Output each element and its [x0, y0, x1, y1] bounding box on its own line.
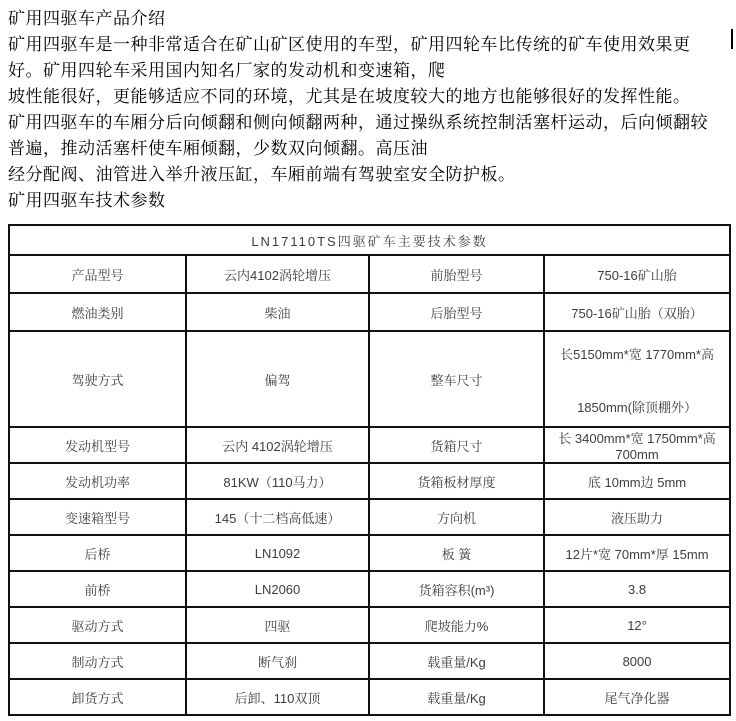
spec-key: 方向机 [369, 499, 544, 535]
intro-line-2: 好。矿用四轮车采用国内知名厂家的发动机和变速箱，爬 [8, 61, 446, 80]
spec-key: 驾驶方式 [9, 331, 186, 427]
spec-key: 板 簧 [369, 535, 544, 571]
spec-value: 145（十二档高低速） [186, 499, 369, 535]
spec-key: 产品型号 [9, 255, 186, 293]
vehicle-dim-line-1: 长5150mm*宽 1770mm*高 [560, 347, 714, 362]
table-row [9, 331, 730, 427]
spec-key: 货箱容积(m³) [369, 571, 544, 607]
spec-key: 载重量/Kg [369, 643, 544, 679]
table-row [9, 679, 730, 715]
spec-value: 750-16矿山胎 [544, 255, 730, 293]
spec-value: 四驱 [186, 607, 369, 643]
spec-value: 云内 4102涡轮增压 [186, 427, 369, 463]
spec-key: 前胎型号 [369, 255, 544, 293]
spec-key: 发动机功率 [9, 463, 186, 499]
spec-value: 81KW（110马力） [186, 463, 369, 499]
table-title-row [9, 225, 730, 255]
spec-key: 发动机型号 [9, 427, 186, 463]
spec-key: 制动方式 [9, 643, 186, 679]
spec-table [8, 224, 731, 716]
intro-line-1: 矿用四驱车是一种非常适合在矿山矿区使用的车型，矿用四轮车比传统的矿车使用效果更 [8, 35, 691, 54]
spec-key: 整车尺寸 [369, 331, 544, 427]
spec-value: 柴油 [186, 293, 369, 331]
spec-key: 货箱板材厚度 [369, 463, 544, 499]
intro-line-4: 矿用四驱车的车厢分后向倾翻和侧向倾翻两种，通过操纵系统控制活塞杆运动，后向倾翻较 [8, 113, 708, 132]
table-title: LN17110TS四驱矿车主要技术参数 [9, 225, 730, 255]
spec-value: 云内4102涡轮增压 [186, 255, 369, 293]
spec-key: 后桥 [9, 535, 186, 571]
spec-value: 偏驾 [186, 331, 369, 427]
spec-key: 卸货方式 [9, 679, 186, 715]
table-row [9, 499, 730, 535]
spec-key: 爬坡能力% [369, 607, 544, 643]
spec-value: 后卸、110双顶 [186, 679, 369, 715]
intro-heading: 矿用四驱车产品介绍 [8, 9, 166, 28]
spec-value: 8000 [544, 643, 730, 679]
spec-value: 断气刹 [186, 643, 369, 679]
specs-heading: 矿用四驱车技术参数 [8, 191, 166, 210]
spec-value: LN2060 [186, 571, 369, 607]
spec-value: 尾气净化器 [544, 679, 730, 715]
spec-value: 12° [544, 607, 730, 643]
table-row [9, 293, 730, 331]
intro-line-5: 普遍，推动活塞杆使车厢倾翻，少数双向倾翻。高压油 [8, 139, 428, 158]
table-row [9, 463, 730, 499]
spec-key: 燃油类别 [9, 293, 186, 331]
table-row [9, 535, 730, 571]
spec-value: 3.8 [544, 571, 730, 607]
spec-value: 750-16矿山胎（双胎） [544, 293, 730, 331]
spec-value: LN1092 [186, 535, 369, 571]
spec-value: 底 10mm边 5mm [544, 463, 730, 499]
spec-key: 载重量/Kg [369, 679, 544, 715]
table-row [9, 643, 730, 679]
spec-value: 长 3400mm*宽 1750mm*高 700mm [544, 427, 730, 463]
table-row [9, 607, 730, 643]
vehicle-dim-line-2: 1850mm(除顶棚外） [577, 400, 697, 415]
spec-key: 前桥 [9, 571, 186, 607]
table-row [9, 571, 730, 607]
spec-key: 变速箱型号 [9, 499, 186, 535]
table-row [9, 255, 730, 293]
table-row [9, 427, 730, 463]
spec-key: 后胎型号 [369, 293, 544, 331]
spec-key: 驱动方式 [9, 607, 186, 643]
spec-key: 货箱尺寸 [369, 427, 544, 463]
intro-line-6: 经分配阀、油管进入举升液压缸，车厢前端有驾驶室安全防护板。 [8, 165, 516, 184]
text-cursor [731, 29, 733, 49]
spec-value [544, 331, 730, 427]
intro-line-3: 坡性能很好，更能够适应不同的环境，尤其是在坡度较大的地方也能够很好的发挥性能。 [8, 87, 691, 106]
spec-value: 液压助力 [544, 499, 730, 535]
spec-value: 12片*宽 70mm*厚 15mm [544, 535, 730, 571]
